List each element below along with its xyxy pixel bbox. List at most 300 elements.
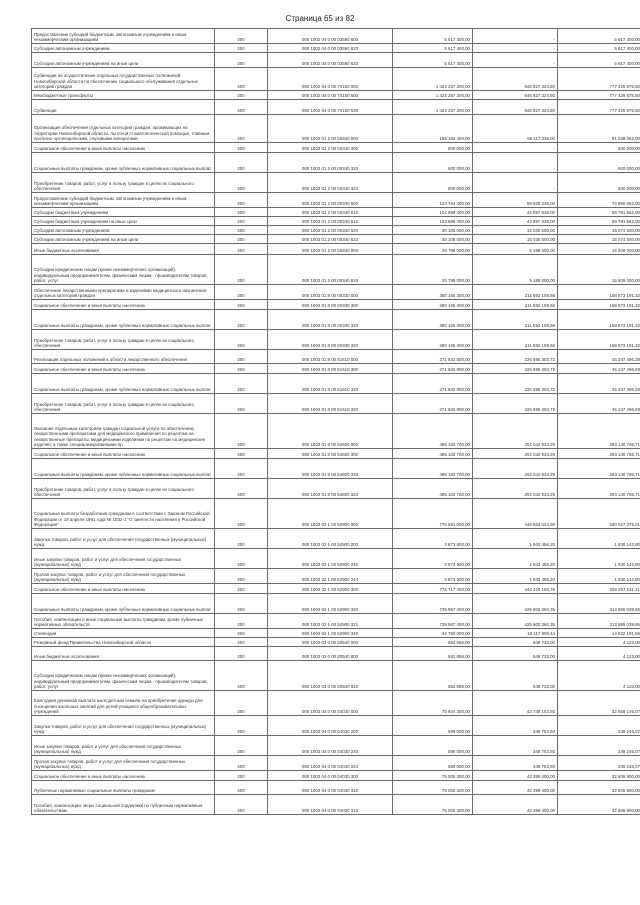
report-table-body [32,29,640,815]
row-approved-cell: 1 424 257 200,00 [393,91,473,100]
row-budget-code-cell: 000 1003 01 8 00 54600 323 [268,479,393,499]
row-executed-cell: 349 753,93 [473,716,558,736]
table-row [32,614,640,629]
row-budget-code-cell: 000 1003 02 1 00 52900 340 [268,629,393,638]
row-budget-code-cell: 000 1003 01 2 00 00340 622 [268,235,393,244]
row-unexecuted-cell: 4 123,00 [558,661,640,691]
row-approved-cell: 5 617 400,00 [393,53,473,68]
row-admin-code-cell: 200 [215,647,268,661]
row-unexecuted-cell: 168 573 191,32 [558,330,640,350]
table-row [32,459,640,479]
table-row [32,100,640,115]
table-row [32,756,640,771]
row-executed-cell: 42 399 400,00 [473,781,558,795]
row-budget-code-cell: 000 1003 04 0 00 04030 313 [268,795,393,815]
row-admin-code-cell: 200 [215,638,268,647]
row-executed-cell: 15 030 500,00 [473,226,558,235]
row-executed-cell: 648 733,00 [473,661,558,691]
row-unexecuted-cell: 45 247 496,28 [558,394,640,414]
row-approved-cell: 495 183 700,00 [393,479,473,499]
row-name-cell: Реализация отдельных положений в области лекарственного обеспечения [32,350,215,364]
row-unexecuted-cell: 313 865 039,65 [558,594,640,614]
table-row [32,638,640,647]
row-unexecuted-cell: 32 855 146,07 [558,691,640,716]
table-row [32,661,640,691]
row-admin-code-cell: 200 [215,193,268,208]
row-approved-cell: 271 842 800,00 [393,394,473,414]
row-budget-code-cell: 000 1002 04 0 00 03590 600 [268,29,393,44]
row-budget-code-cell: 000 1003 01 2 00 00340 800 [268,244,393,255]
row-unexecuted-cell: 5 617 400,00 [558,44,640,53]
row-admin-code-cell: 200 [215,614,268,629]
row-approved-cell: 776 591 000,00 [393,499,473,529]
row-executed-cell: 1 943 456,20 [473,569,558,584]
row-name-cell: Социальное обеспечение и иные выплаты населению [32,771,215,781]
row-admin-code-cell: 200 [215,217,268,226]
row-unexecuted-cell: 14 632 191,56 [558,629,640,638]
table-row [32,736,640,756]
row-admin-code-cell: 200 [215,569,268,584]
row-admin-code-cell: 200 [215,226,268,235]
row-name-cell: Социальные выплаты гражданам, кроме публичных нормативных социальных выплат [32,594,215,614]
row-unexecuted-cell: 328 297 231,21 [558,584,640,594]
row-unexecuted-cell: 600 000,00 [558,143,640,153]
row-executed-cell: 425 902 360,35 [473,594,558,614]
row-name-cell: Приобретение товаров, работ, услуг в пользу граждан в целях их социального обеспечения [32,394,215,414]
row-admin-code-cell: 200 [215,153,268,173]
row-approved-cell: 1 424 257 200,00 [393,68,473,91]
row-executed-cell: 42 399 400,00 [473,795,558,815]
row-admin-code-cell: 200 [215,661,268,691]
row-approved-cell: 495 183 700,00 [393,459,473,479]
table-row [32,629,640,638]
row-approved-cell: 104 689 400,00 [393,217,473,226]
row-budget-code-cell: 000 1003 02 1 00 52900 320 [268,594,393,614]
row-budget-code-cell: 000 1002 04 0 00 03590 620 [268,44,393,53]
row-name-cell: Приобретение товаров, работ, услуг в пользу граждан в целях их социального обеспечения [32,330,215,350]
row-unexecuted-cell: 5 617 400,00 [558,53,640,68]
row-name-cell: Стипендии [32,629,215,638]
row-approved-cell: 30 105 000,00 [393,235,473,244]
row-unexecuted-cell: 4 123,00 [558,647,640,661]
row-unexecuted-cell: 1 930 143,80 [558,549,640,569]
row-unexecuted-cell: 600 000,00 [558,153,640,173]
row-admin-code-cell: 200 [215,53,268,68]
row-admin-code-cell: 200 [215,330,268,350]
row-name-cell: Субвенции [32,100,215,115]
row-admin-code-cell: 200 [215,300,268,310]
row-budget-code-cell: 000 1003 03 0 00 20540 000 [268,638,393,647]
table-row [32,143,640,153]
row-name-cell: Закупка товаров, работ и услуг для обеспечения государственных (муниципальных) нужд [32,716,215,736]
row-approved-cell: 20 798 000,00 [393,244,473,255]
row-executed-cell: 211 592 108,68 [473,330,558,350]
row-unexecuted-cell: 777 429 875,50 [558,91,640,100]
row-executed-cell: 202 042 933,29 [473,459,558,479]
row-name-cell: Социальные выплаты безработным гражданам в соответствии с Законом Российской Федерации от 19 апреля 1991 года № 1032-1 "О занятости населения в Российской Федерации" [32,499,215,529]
row-executed-cell: - [473,53,558,68]
row-unexecuted-cell: 15 609 000,00 [558,244,640,255]
row-unexecuted-cell: 32 605 900,00 [558,771,640,781]
row-executed-cell: - [473,153,558,173]
row-admin-code-cell: 200 [215,756,268,771]
row-executed-cell: 349 753,93 [473,756,558,771]
row-admin-code-cell: 200 [215,310,268,330]
row-unexecuted-cell: 777 429 875,50 [558,100,640,115]
row-executed-cell: 648 733,00 [473,638,558,647]
row-executed-cell: 5 189 000,00 [473,255,558,285]
table-row [32,255,640,285]
row-executed-cell: 15 030 500,00 [473,235,558,244]
table-row [32,244,640,255]
row-name-cell: Пособия, компенсации, меры социальной поддержки по публичным нормативным обязательствам [32,795,215,815]
row-name-cell: Прочая закупка товаров, работ и услуг для обеспечения государственных (муниципальных) нужд [32,569,215,584]
row-approved-cell: 380 165 300,00 [393,330,473,350]
row-name-cell: Иные бюджетные ассигнования [32,244,215,255]
row-unexecuted-cell: 15 074 500,00 [558,226,640,235]
table-row [32,53,640,68]
table-row [32,91,640,100]
row-name-cell: Социальные выплаты гражданам, кроме публичных нормативных социальных выплат [32,459,215,479]
page-header: Страница 65 из 82 [285,14,355,23]
row-name-cell: Предоставление субсидий бюджетным, автономным учреждениям и иным некоммерческим организациям [32,29,215,44]
row-unexecuted-cell: 293 140 766,71 [558,459,640,479]
table-row [32,414,640,449]
row-unexecuted-cell: 1 930 143,80 [558,569,640,584]
row-admin-code-cell: 200 [215,91,268,100]
row-approved-cell: 652 856,00 [393,647,473,661]
row-name-cell: Межбюджетные трансферты [32,91,215,100]
row-executed-cell: 44 897 838,00 [473,208,558,217]
table-row [32,795,640,815]
row-executed-cell: 65 117 338,00 [473,115,558,143]
table-row [32,350,640,364]
row-budget-code-cell: 000 1003 01 8 00 51610 320 [268,374,393,394]
row-budget-code-cell: 000 1003 01 2 00 00340 600 [268,193,393,208]
table-row [32,193,640,208]
row-budget-code-cell: 000 1003 02 1 00 52900 300 [268,584,393,594]
table-row [32,569,640,584]
row-approved-cell: 75 005 300,00 [393,795,473,815]
table-row [32,208,640,217]
row-budget-code-cell: 000 1003 01 2 00 00340 320 [268,153,393,173]
row-executed-cell: 446 563 624,99 [473,499,558,529]
row-name-cell: Социальные выплаты гражданам, кроме публичных нормативных социальных выплат [32,374,215,394]
row-approved-cell: 271 842 800,00 [393,364,473,374]
row-unexecuted-cell: 777 429 875,50 [558,68,640,91]
row-budget-code-cell: 000 1003 01 2 00 00340 323 [268,173,393,193]
row-executed-cell: 42 399 400,00 [473,771,558,781]
row-approved-cell: 495 183 700,00 [393,414,473,449]
row-executed-cell: 59 928 338,00 [473,193,558,208]
row-unexecuted-cell: 15 074 500,00 [558,235,640,244]
row-admin-code-cell: 200 [215,350,268,364]
row-name-cell: Социальное обеспечение и иные выплаты населению [32,584,215,594]
row-executed-cell: 211 592 108,68 [473,300,558,310]
row-admin-code-cell: 200 [215,173,268,193]
row-admin-code-cell: 200 [215,499,268,529]
table-row [32,691,640,716]
row-executed-cell: 425 902 360,35 [473,614,558,629]
row-budget-code-cell: 000 1003 01 8 00 00330 300 [268,300,393,310]
row-unexecuted-cell: 600 000,00 [558,173,640,193]
row-budget-code-cell: 000 1003 01 2 00 00340 610 [268,208,393,217]
row-budget-code-cell: 000 1003 01 8 00 54600 300 [268,449,393,459]
row-name-cell: Субсидии автономным учреждениям на иные цели [32,53,215,68]
row-executed-cell: 211 592 108,68 [473,285,558,300]
table-row [32,781,640,795]
row-admin-code-cell: 200 [215,716,268,736]
table-row [32,310,640,330]
row-admin-code-cell: 200 [215,771,268,781]
row-admin-code-cell: 200 [215,529,268,549]
row-admin-code-cell: 200 [215,629,268,638]
row-executed-cell: 648 733,00 [473,647,558,661]
table-row [32,449,640,459]
row-approved-cell: 380 165 300,00 [393,285,473,300]
table-row [32,300,640,310]
row-executed-cell: 349 753,93 [473,736,558,756]
row-budget-code-cell: 000 1003 01 8 00 51610 000 [268,350,393,364]
row-name-cell: Иные закупки товаров, работ и услуг для обеспечения государственных (муниципальных) нужд [32,736,215,756]
row-executed-cell: 646 827 324,50 [473,91,558,100]
row-name-cell: Субсидии юридическим лицам (кроме некоммерческих организаций), индивидуальным предпринимателям, физическим лицам - производителям товаров, работ, услуг [32,661,215,691]
row-unexecuted-cell: 15 609 000,00 [558,255,640,285]
row-budget-code-cell: 000 1003 04 0 00 04030 200 [268,716,393,736]
row-name-cell: Иные бюджетные ассигнования [32,647,215,661]
row-unexecuted-cell: 249 246,07 [558,756,640,771]
row-executed-cell: - [473,143,558,153]
row-name-cell: Субсидии автономным учреждениям [32,226,215,235]
row-executed-cell: 202 042 933,29 [473,479,558,499]
row-budget-code-cell: 000 1003 01 8 00 00330 000 [268,285,393,300]
row-budget-code-cell: 000 1003 01 8 00 51610 300 [268,364,393,374]
row-executed-cell: 18 117 808,44 [473,629,558,638]
table-row [32,594,640,614]
row-approved-cell: 380 165 300,00 [393,310,473,330]
row-unexecuted-cell: 249 246,07 [558,716,640,736]
row-admin-code-cell: 200 [215,255,268,285]
table-row [32,115,640,143]
table-row [32,647,640,661]
table-row [32,173,640,193]
row-admin-code-cell: 200 [215,374,268,394]
row-name-cell: Закупка товаров, работ и услуг для обеспечения государственных (муниципальных) нужд [32,529,215,549]
row-unexecuted-cell: 45 247 496,28 [558,364,640,374]
row-unexecuted-cell: 45 247 496,28 [558,374,640,394]
table-row [32,364,640,374]
row-executed-cell: 444 420 168,79 [473,584,558,594]
row-budget-code-cell: 000 1003 01 8 00 51610 323 [268,394,393,414]
table-row [32,29,640,44]
row-executed-cell: 1 943 456,20 [473,529,558,549]
row-name-cell: Социальное обеспечение и иные выплаты населению [32,300,215,310]
row-approved-cell: 271 842 800,00 [393,350,473,364]
row-name-cell: Обеспечение лекарственными препаратами и изделиями медицинского назначения отдельных категорий граждан [32,285,215,300]
row-admin-code-cell: 200 [215,235,268,244]
row-approved-cell: 271 842 800,00 [393,374,473,394]
table-row [32,68,640,91]
row-budget-code-cell: 000 1003 04 0 00 04030 244 [268,756,393,771]
table-row [32,226,640,235]
row-unexecuted-cell: 1 930 143,80 [558,529,640,549]
row-name-cell: Социальные выплаты гражданам, кроме публичных нормативных социальных выплат [32,153,215,173]
row-executed-cell: 226 595 303,72 [473,374,558,394]
row-name-cell: Ежегодная денежная выплата многодетным семьям на приобретение одежды для посещения школьных занятий для детей-учащихся общеобразовательных учреждений [32,691,215,716]
row-budget-code-cell: 000 1003 04 0 00 04030 000 [268,691,393,716]
row-executed-cell: 42 749 153,93 [473,691,558,716]
table-row [32,529,640,549]
budget-report-table [31,28,640,815]
row-admin-code-cell: 200 [215,459,268,479]
row-budget-code-cell: 000 1003 03 0 00 20540 810 [268,661,393,691]
row-admin-code-cell: 200 [215,736,268,756]
row-admin-code-cell: 200 [215,29,268,44]
row-admin-code-cell: 200 [215,100,268,115]
row-approved-cell: 739 967 400,00 [393,614,473,629]
row-executed-cell: 5 189 000,00 [473,244,558,255]
row-admin-code-cell: 200 [215,594,268,614]
row-executed-cell: 646 827 324,50 [473,100,558,115]
row-budget-code-cell: 000 1002 04 0 00 03590 622 [268,53,393,68]
row-unexecuted-cell: 4 123,00 [558,638,640,647]
table-row [32,374,640,394]
table-row [32,584,640,594]
row-budget-code-cell: 000 1003 02 1 00 52900 240 [268,549,393,569]
row-budget-code-cell: 000 1003 04 0 00 04030 310 [268,781,393,795]
row-name-cell: Социальные выплаты гражданам, кроме публичных нормативных социальных выплат [32,310,215,330]
row-executed-cell: 646 827 324,50 [473,68,558,91]
row-approved-cell: 652 856,00 [393,661,473,691]
row-approved-cell: 3 873 600,00 [393,529,473,549]
row-unexecuted-cell: 59 791 562,00 [558,208,640,217]
row-name-cell: Пособия, компенсации и иные социальные выплаты гражданам, кроме публичных нормативных обязательств [32,614,215,629]
row-admin-code-cell: 200 [215,44,268,53]
row-approved-cell: 495 183 700,00 [393,449,473,459]
row-budget-code-cell: 000 1003 01 2 00 00340 000 [268,115,393,143]
row-unexecuted-cell: 313 865 039,65 [558,614,640,629]
row-admin-code-cell: 200 [215,795,268,815]
row-approved-cell: 156 162 400,00 [393,115,473,143]
row-executed-cell: 211 592 108,68 [473,310,558,330]
row-name-cell: Социальное обеспечение и иные выплаты населению [32,364,215,374]
row-approved-cell: 600 000,00 [393,173,473,193]
row-unexecuted-cell: 168 573 191,32 [558,300,640,310]
row-executed-cell: 1 943 456,20 [473,549,558,569]
row-executed-cell: 226 595 303,72 [473,364,558,374]
row-approved-cell: 20 798 000,00 [393,255,473,285]
row-name-cell: Публичные нормативные социальные выплаты гражданам [32,781,215,795]
row-approved-cell: 600 000,00 [393,143,473,153]
table-row [32,549,640,569]
row-admin-code-cell: 200 [215,479,268,499]
row-name-cell: Социальное обеспечение и иные выплаты населению [32,449,215,459]
row-budget-code-cell: 000 1003 01 2 00 00340 612 [268,217,393,226]
row-unexecuted-cell: 249 246,07 [558,736,640,756]
row-name-cell: Субсидии бюджетным учреждениям [32,208,215,217]
row-budget-code-cell: 000 1003 01 8 00 00330 320 [268,310,393,330]
table-row [32,235,640,244]
row-name-cell: Социальное обеспечение и иные выплаты населению [32,143,215,153]
row-approved-cell: 5 617 400,00 [393,44,473,53]
row-admin-code-cell: 200 [215,244,268,255]
row-unexecuted-cell: 293 140 766,71 [558,479,640,499]
row-executed-cell: - [473,44,558,53]
table-row [32,716,640,736]
row-approved-cell: 599 000,00 [393,716,473,736]
table-row [32,394,640,414]
row-admin-code-cell: 200 [215,414,268,449]
row-unexecuted-cell: 5 617 400,00 [558,29,640,44]
row-admin-code-cell: 200 [215,364,268,374]
row-unexecuted-cell: 293 140 766,71 [558,449,640,459]
row-unexecuted-cell: 293 140 766,71 [558,414,640,449]
table-row [32,499,640,529]
row-budget-code-cell: 000 1003 01 8 00 54600 320 [268,459,393,479]
row-name-cell: Оказание отдельным категориям граждан социальной услуги по обеспечению лекарственными препаратами для медицинского применения по рецептам на лекарственные препараты, медицинскими изделиями по рецептам на медицинские изделия, а также специализированными пр [32,414,215,449]
row-approved-cell: 3 873 600,00 [393,549,473,569]
row-admin-code-cell: 200 [215,584,268,594]
row-executed-cell: 226 595 303,72 [473,350,558,364]
row-admin-code-cell: 200 [215,394,268,414]
row-approved-cell: 599 000,00 [393,756,473,771]
row-budget-code-cell: 000 1003 01 8 00 54600 000 [268,414,393,449]
row-budget-code-cell: 000 1003 04 0 00 04030 240 [268,736,393,756]
row-approved-cell: 600 000,00 [393,153,473,173]
row-budget-code-cell: 000 1003 01 2 00 00340 810 [268,255,393,285]
row-name-cell: Резервный фонд Правительства Новосибирской области [32,638,215,647]
row-budget-code-cell: 000 1003 01 2 00 00340 620 [268,226,393,235]
row-approved-cell: 380 165 300,00 [393,300,473,310]
row-approved-cell: 5 617 400,00 [393,29,473,44]
row-approved-cell: 134 764 400,00 [393,193,473,208]
row-executed-cell: 44 897 838,00 [473,217,558,226]
table-row [32,285,640,300]
row-executed-cell: - [473,29,558,44]
table-row [32,771,640,781]
row-unexecuted-cell: 168 573 191,32 [558,285,640,300]
row-approved-cell: 739 967 400,00 [393,594,473,614]
row-admin-code-cell: 200 [215,781,268,795]
row-budget-code-cell: 000 1002 04 0 00 70160 530 [268,100,393,115]
row-admin-code-cell: 200 [215,285,268,300]
row-name-cell: Приобретение товаров, работ, услуг в пользу граждан в целях их социального обеспечения [32,479,215,499]
row-approved-cell: 75 005 300,00 [393,771,473,781]
row-unexecuted-cell: 32 605 900,00 [558,781,640,795]
row-approved-cell: 772 717 400,00 [393,584,473,594]
row-name-cell: Иные закупки товаров, работ и услуг для обеспечения государственных (муниципальных) нужд [32,549,215,569]
row-name-cell: Субсидии юридическим лицам (кроме некоммерческих организаций), индивидуальным предпринимателям, физическим лицам - производителям товаров, работ, услуг [32,255,215,285]
row-executed-cell: 226 595 303,72 [473,394,558,414]
row-executed-cell: - [473,173,558,193]
row-unexecuted-cell: 74 866 062,00 [558,193,640,208]
row-approved-cell: 75 005 300,00 [393,781,473,795]
row-approved-cell: 652 856,00 [393,638,473,647]
row-admin-code-cell: 200 [215,208,268,217]
row-name-cell: Приобретение товаров, работ, услуг в пользу граждан в целях их социального обеспечения [32,173,215,193]
row-budget-code-cell: 000 1003 03 0 00 20540 800 [268,647,393,661]
row-budget-code-cell: 000 1002 04 0 00 70160 500 [268,91,393,100]
row-name-cell: Предоставление субсидий бюджетным, автономным учреждениям и иным некоммерческим организациям [32,193,215,208]
row-admin-code-cell: 200 [215,68,268,91]
row-admin-code-cell: 200 [215,143,268,153]
row-unexecuted-cell: 91 039 062,00 [558,115,640,143]
row-name-cell: Организация обеспечения отдельных категорий граждан, проживающих на территории Новосибирской области, льготной стоматологической помощью, главным протезно-ортопедическим, слуховыми аппаратами [32,115,215,143]
row-approved-cell: 3 873 600,00 [393,569,473,584]
table-row [32,479,640,499]
row-budget-code-cell: 000 1003 02 1 00 52900 321 [268,614,393,629]
row-budget-code-cell: 000 1003 02 1 00 52900 200 [268,529,393,549]
